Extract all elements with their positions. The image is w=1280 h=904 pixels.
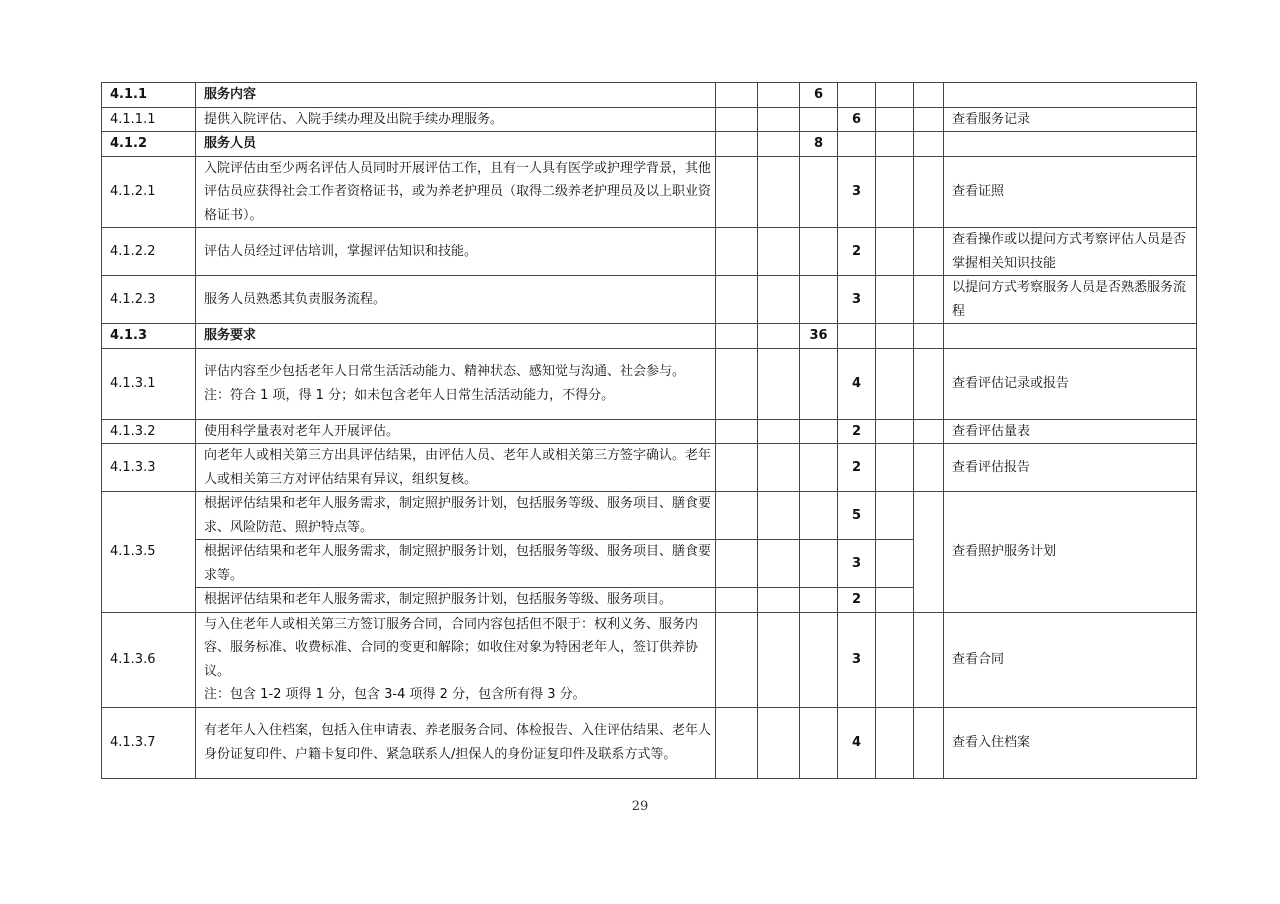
blank-cell [914, 132, 944, 157]
blank-cell [800, 540, 838, 588]
evaluation-method: 查看照护服务计划 [944, 492, 1197, 613]
evaluation-method: 查看评估量表 [944, 419, 1197, 444]
item-code: 4.1.3.2 [102, 419, 196, 444]
item-points: 4 [838, 707, 876, 778]
blank-cell [716, 107, 758, 132]
evaluation-method [944, 324, 1197, 349]
item-code: 4.1.3.6 [102, 612, 196, 707]
table-row [102, 612, 1197, 707]
evaluation-method: 查看评估报告 [944, 444, 1197, 492]
item-text: 与入住老年人或相关第三方签订服务合同，合同内容包括但不限于：权利义务、服务内容、服务标准、收费标准、合同的变更和解除；如收住对象为特困老年人，签订供养协议。 [204, 616, 699, 679]
blank-cell [876, 276, 914, 324]
blank-cell [716, 419, 758, 444]
evaluation-method: 查看服务记录 [944, 107, 1197, 132]
blank-cell [800, 107, 838, 132]
item-code: 4.1.3.1 [102, 348, 196, 419]
blank-cell [758, 588, 800, 613]
blank-cell [914, 83, 944, 108]
blank-cell [876, 419, 914, 444]
blank-cell [914, 276, 944, 324]
item-title: 服务人员 [196, 132, 716, 157]
blank-cell [914, 707, 944, 778]
blank-cell [758, 612, 800, 707]
blank-cell [716, 156, 758, 228]
page-number: 29 [631, 799, 649, 814]
blank-cell [876, 540, 914, 588]
blank-cell [876, 324, 914, 349]
table-row [102, 276, 1197, 324]
evaluation-method [944, 132, 1197, 157]
item-code: 4.1.3.5 [102, 492, 196, 613]
item-option: 根据评估结果和老年人服务需求，制定照护服务计划，包括服务等级、服务项目。 [196, 588, 716, 613]
section-score: 6 [800, 83, 838, 108]
item-content: 服务人员熟悉其负责服务流程。 [196, 276, 716, 324]
item-code: 4.1.1.1 [102, 107, 196, 132]
blank-cell [716, 276, 758, 324]
item-content [196, 348, 716, 419]
blank-cell [758, 107, 800, 132]
blank-cell [914, 156, 944, 228]
item-points: 2 [838, 588, 876, 613]
item-content [196, 612, 716, 707]
blank-cell [800, 228, 838, 276]
item-code: 4.1.1 [102, 83, 196, 108]
blank-cell [876, 348, 914, 419]
item-code: 4.1.3 [102, 324, 196, 349]
blank-cell [716, 324, 758, 349]
item-points: 4 [838, 348, 876, 419]
blank-cell [876, 707, 914, 778]
item-points: 5 [838, 492, 876, 540]
blank-cell [716, 228, 758, 276]
item-title: 服务内容 [196, 83, 716, 108]
item-option: 根据评估结果和老年人服务需求，制定照护服务计划，包括服务等级、服务项目、膳食要求、风险防范、照护特点等。 [196, 492, 716, 540]
item-points: 2 [838, 444, 876, 492]
item-content: 向老年人或相关第三方出具评估结果，由评估人员、老年人或相关第三方签字确认。老年人或相关第三方对评估结果有异议，组织复核。 [196, 444, 716, 492]
blank-cell [800, 348, 838, 419]
table-row [102, 228, 1197, 276]
blank-cell [876, 492, 914, 540]
blank-cell [716, 612, 758, 707]
blank-cell [876, 228, 914, 276]
item-content: 入院评估由至少两名评估人员同时开展评估工作，且有一人具有医学或护理学背景，其他评估员应获得社会工作者资格证书，或为养老护理员（取得二级养老护理员及以上职业资格证书）。 [196, 156, 716, 228]
table-row [102, 348, 1197, 419]
blank-cell [914, 444, 944, 492]
blank-cell [800, 588, 838, 613]
item-content: 评估人员经过评估培训，掌握评估知识和技能。 [196, 228, 716, 276]
blank-cell [758, 492, 800, 540]
blank-cell [758, 444, 800, 492]
blank-cell [876, 588, 914, 613]
evaluation-method: 查看评估记录或报告 [944, 348, 1197, 419]
table-row [102, 444, 1197, 492]
blank-cell [716, 348, 758, 419]
item-points: 2 [838, 419, 876, 444]
blank-cell [716, 83, 758, 108]
blank-cell [914, 228, 944, 276]
blank-cell [716, 707, 758, 778]
blank-cell [758, 132, 800, 157]
section-score: 36 [800, 324, 838, 349]
blank-cell [758, 228, 800, 276]
blank-cell [838, 324, 876, 349]
evaluation-method: 以提问方式考察服务人员是否熟悉服务流程 [944, 276, 1197, 324]
blank-cell [914, 492, 944, 613]
item-note: 注：包含 1-2 项得 1 分，包含 3-4 项得 2 分，包含所有得 3 分。 [204, 687, 586, 702]
blank-cell [876, 156, 914, 228]
item-content: 有老年人入住档案，包括入住申请表、养老服务合同、体检报告、入住评估结果、老年人身份证复印件、户籍卡复印件、紧急联系人/担保人的身份证复印件及联系方式等。 [196, 707, 716, 778]
item-note: 注：符合 1 项，得 1 分；如未包含老年人日常生活活动能力，不得分。 [204, 387, 615, 403]
blank-cell [758, 276, 800, 324]
evaluation-method: 查看入住档案 [944, 707, 1197, 778]
blank-cell [800, 419, 838, 444]
evaluation-method [944, 83, 1197, 108]
section-score: 8 [800, 132, 838, 157]
blank-cell [838, 132, 876, 157]
item-option: 根据评估结果和老年人服务需求，制定照护服务计划，包括服务等级、服务项目、膳食要求等。 [196, 540, 716, 588]
blank-cell [800, 276, 838, 324]
blank-cell [800, 156, 838, 228]
table-row [102, 707, 1197, 778]
item-points: 3 [838, 540, 876, 588]
blank-cell [876, 444, 914, 492]
blank-cell [914, 107, 944, 132]
standard-table [101, 82, 1197, 779]
blank-cell [838, 83, 876, 108]
blank-cell [914, 419, 944, 444]
blank-cell [758, 707, 800, 778]
item-code: 4.1.2 [102, 132, 196, 157]
blank-cell [758, 540, 800, 588]
blank-cell [758, 348, 800, 419]
blank-cell [876, 83, 914, 108]
item-code: 4.1.2.1 [102, 156, 196, 228]
blank-cell [876, 612, 914, 707]
item-code: 4.1.2.2 [102, 228, 196, 276]
table-row [102, 107, 1197, 132]
blank-cell [758, 156, 800, 228]
item-text: 评估内容至少包括老年人日常生活活动能力、精神状态、感知觉与沟通、社会参与。 [204, 364, 686, 379]
blank-cell [758, 83, 800, 108]
table-row [102, 419, 1197, 444]
item-points: 3 [838, 276, 876, 324]
item-points: 3 [838, 156, 876, 228]
blank-cell [914, 324, 944, 349]
table-row [102, 156, 1197, 228]
blank-cell [800, 492, 838, 540]
item-points: 6 [838, 107, 876, 132]
blank-cell [758, 324, 800, 349]
table-row-section [102, 132, 1197, 157]
blank-cell [876, 107, 914, 132]
item-points: 3 [838, 612, 876, 707]
item-code: 4.1.3.7 [102, 707, 196, 778]
blank-cell [716, 444, 758, 492]
evaluation-method: 查看合同 [944, 612, 1197, 707]
blank-cell [800, 612, 838, 707]
item-content: 提供入院评估、入院手续办理及出院手续办理服务。 [196, 107, 716, 132]
blank-cell [716, 492, 758, 540]
blank-cell [800, 444, 838, 492]
item-code: 4.1.2.3 [102, 276, 196, 324]
table-row-section [102, 83, 1197, 108]
item-title: 服务要求 [196, 324, 716, 349]
table-row-section [102, 324, 1197, 349]
evaluation-method: 查看证照 [944, 156, 1197, 228]
blank-cell [716, 540, 758, 588]
blank-cell [758, 419, 800, 444]
blank-cell [914, 348, 944, 419]
blank-cell [716, 132, 758, 157]
blank-cell [800, 707, 838, 778]
blank-cell [876, 132, 914, 157]
item-content: 使用科学量表对老年人开展评估。 [196, 419, 716, 444]
table-row [102, 492, 1197, 540]
blank-cell [914, 612, 944, 707]
item-points: 2 [838, 228, 876, 276]
blank-cell [716, 588, 758, 613]
evaluation-method: 查看操作或以提问方式考察评估人员是否掌握相关知识技能 [944, 228, 1197, 276]
item-code: 4.1.3.3 [102, 444, 196, 492]
